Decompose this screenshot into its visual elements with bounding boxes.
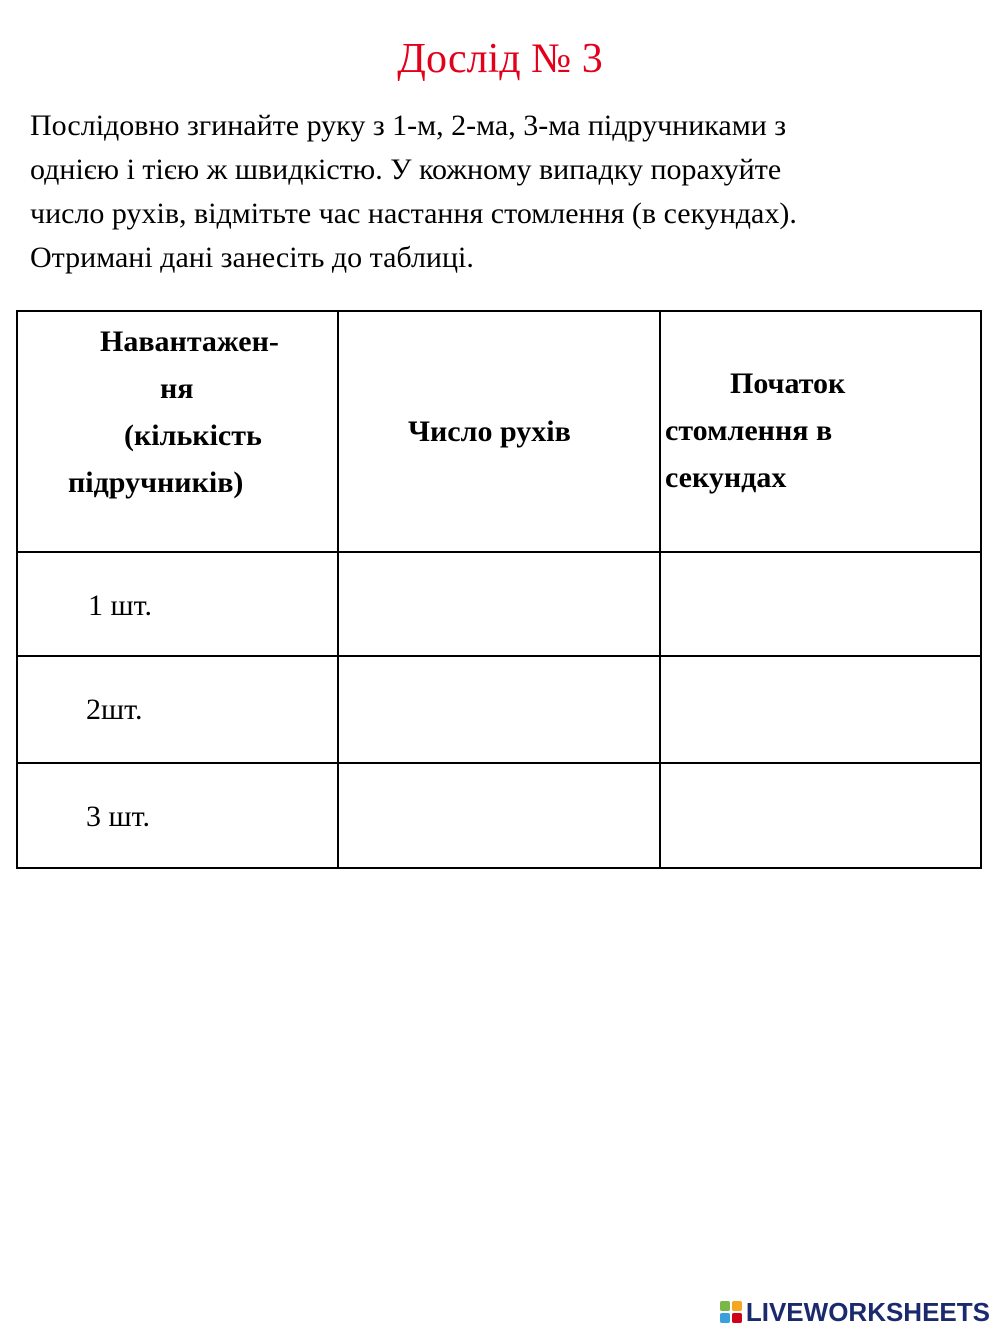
- header-load-line: (кількість: [124, 419, 262, 452]
- moves-input-1[interactable]: [346, 560, 646, 650]
- results-table: [16, 310, 982, 869]
- row-label-2: 2шт.: [86, 693, 143, 726]
- table-divider: [16, 655, 982, 657]
- logo-square: [732, 1301, 742, 1311]
- header-fatigue-line: стомлення в: [665, 414, 833, 447]
- header-fatigue-line: секундах: [665, 461, 787, 494]
- header-load-line: підручників): [68, 466, 244, 499]
- fatigue-input-2[interactable]: [668, 664, 968, 754]
- logo-square: [720, 1313, 730, 1323]
- header-load-line: ня: [160, 372, 194, 405]
- table-divider: [16, 551, 982, 553]
- logo-square: [732, 1313, 742, 1323]
- header-load: [68, 318, 336, 506]
- table-border-right: [980, 310, 982, 869]
- header-fatigue-line: Початок: [730, 367, 846, 400]
- logo-square: [720, 1301, 730, 1311]
- table-divider: [337, 310, 339, 869]
- fatigue-input-3[interactable]: [668, 771, 968, 861]
- table-border-bottom: [16, 867, 982, 869]
- instructions-line: Послідовно згинайте руку з 1-м, 2-ма, 3-ма підручниками з: [30, 109, 787, 142]
- moves-input-3[interactable]: [346, 771, 646, 861]
- instructions-line: однією і тією ж швидкістю. У кожному випадку порахуйте: [30, 153, 782, 186]
- table-border-left: [16, 310, 18, 869]
- table-divider: [16, 762, 982, 764]
- page-title: Дослід № 3: [397, 36, 603, 82]
- instructions-text: [30, 104, 980, 280]
- liveworksheets-logo-icon: [720, 1301, 742, 1323]
- instructions-line: число рухів, відмітьте час настання стомлення (в секундах).: [30, 197, 797, 230]
- header-moves: Число рухів: [408, 415, 571, 448]
- table-divider: [659, 310, 661, 869]
- moves-input-2[interactable]: [346, 664, 646, 754]
- row-label-1: 1 шт.: [88, 589, 152, 622]
- header-load-line: Навантажен-: [100, 325, 279, 358]
- brand-name: LIVEWORKSHEETS: [745, 1296, 990, 1327]
- fatigue-input-1[interactable]: [668, 560, 968, 650]
- header-fatigue: [665, 360, 975, 501]
- row-label-3: 3 шт.: [86, 800, 150, 833]
- instructions-line: Отримані дані занесіть до таблиці.: [30, 241, 474, 274]
- table-border-top: [16, 310, 982, 312]
- liveworksheets-logo[interactable]: [720, 1298, 990, 1326]
